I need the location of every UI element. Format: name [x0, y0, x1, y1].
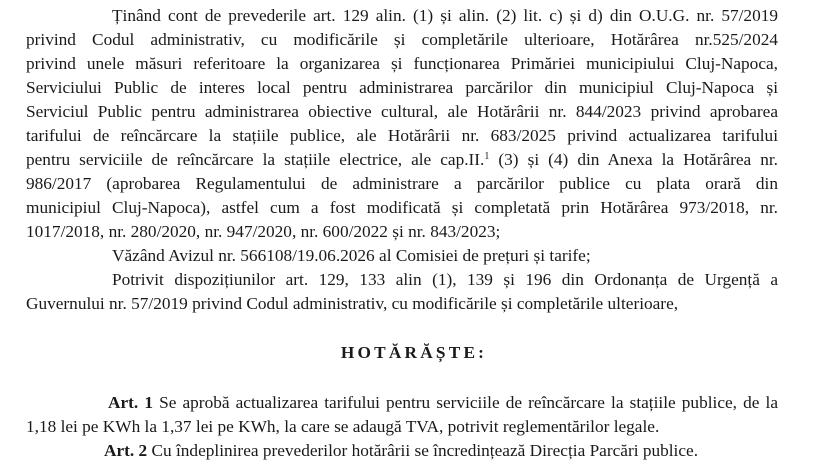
article-line: [108, 392, 778, 414]
preamble-line: [26, 173, 778, 195]
preamble-text: 986/2017 (aprobarea Regulamentului de administrare a parcărilor publice cu plata orară din: [26, 174, 778, 193]
preamble-line: [112, 245, 778, 267]
preamble-text: Guvernului nr. 57/2019 privind Codul administrativ, cu modificările și completările ulterioare,: [26, 294, 679, 313]
preamble-text: Potrivit dispozițiunilor art. 129, 133 alin (1), 139 și 196 din Ordonanța de Urgență a: [112, 270, 778, 289]
preamble-line: [26, 29, 778, 51]
article-line: [26, 416, 778, 438]
preamble-text: Văzând Avizul nr. 566108/19.06.2026 al Comisiei de prețuri și tarife;: [112, 246, 591, 265]
preamble-line: [26, 293, 778, 315]
preamble-text: privind Codul administrativ, cu modificările și completările ulterioare, Hotărârea nr.525/2024: [26, 30, 778, 49]
preamble-line: [26, 221, 778, 243]
preamble-line: [26, 125, 778, 147]
article-text: Se aprobă actualizarea tarifului pentru serviciile de reîncărcare la stațiile publice, de la: [152, 393, 778, 412]
preamble-text: Ținând cont de prevederile art. 129 alin. (1) și alin. (2) lit. c) și d) din O.U.G. nr. 57/2019: [112, 6, 778, 25]
decision-heading: HOTĂRĂȘTE:: [340, 343, 488, 362]
article-line: [104, 440, 778, 462]
preamble-text: 1017/2018, nr. 280/2020, nr. 947/2020, nr. 600/2022 și nr. 843/2023;: [26, 222, 501, 241]
preamble-line: [26, 53, 778, 75]
preamble-text: Serviciul Public pentru administrarea obiective cultural, ale Hotărârii nr. 844/2023 privind aprobarea: [26, 102, 778, 121]
preamble-line: [26, 197, 778, 219]
preamble-text: privind unele măsuri referitoare la organizarea și funcționarea Primăriei municipiului Cluj-Napoca,: [26, 54, 778, 73]
article-text: Cu îndeplinirea prevederilor hotărârii se încredințează Direcția Parcări publice.: [147, 441, 699, 460]
preamble-text: (3) și (4) din Anexa la Hotărârea nr.: [489, 150, 779, 169]
preamble-line: [26, 149, 778, 171]
preamble-line: [26, 101, 778, 123]
preamble-text: pentru serviciile de reîncărcare la stațiile electrice, ale cap.II.: [26, 150, 485, 169]
preamble-text: municipiul Cluj-Napoca), astfel cum a fost modificată și completată prin Hotărârea 973/2018, nr.: [26, 198, 778, 217]
preamble-text: Serviciului Public de interes local pentru administrarea parcărilor din municipiul Cluj-Napoca și: [26, 78, 778, 97]
article-text: 1,18 lei pe KWh la 1,37 lei pe KWh, la care se adaugă TVA, potrivit reglementărilor legale.: [26, 417, 660, 436]
preamble-line: [26, 77, 778, 99]
article-label: Art. 2: [104, 441, 148, 460]
preamble-line: [26, 5, 778, 27]
preamble-text: tarifului de reîncărcare la stațiile publice, ale Hotărârii nr. 683/2025 privind actualizarea tarifului: [26, 126, 778, 145]
article-label: Art. 1: [108, 393, 153, 412]
preamble-line: [112, 269, 778, 291]
footnote-superscript: 1: [484, 151, 490, 162]
